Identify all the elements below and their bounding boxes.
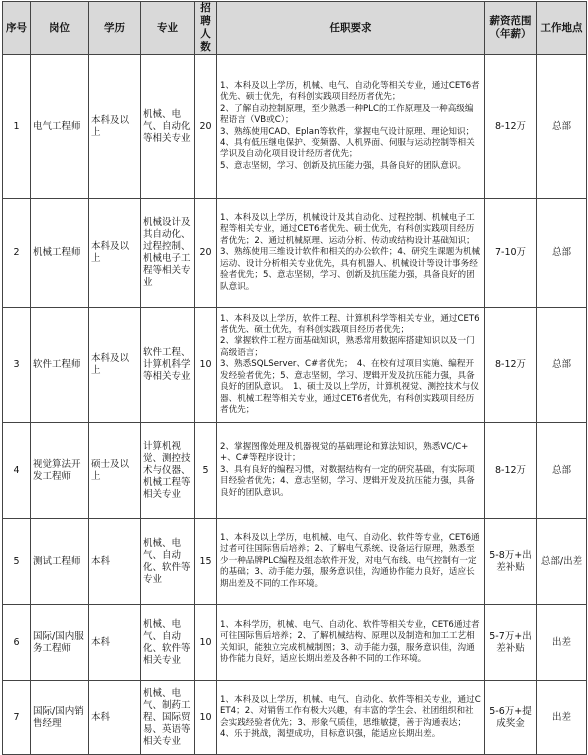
- table-row: [3, 199, 587, 308]
- requirement-line: 2、了解自动控制原理，至少熟悉一种PLC的工作原理及一种高级编程语言（VB或C）；: [220, 103, 474, 126]
- cell-edu: 本科: [89, 519, 141, 605]
- cell-count: 20: [195, 199, 217, 308]
- cell-no: 5: [3, 519, 31, 605]
- table-row: [3, 519, 587, 605]
- table-row: [3, 423, 587, 519]
- header-no: 序号: [3, 2, 31, 55]
- cell-no: 1: [3, 55, 31, 199]
- header-salary: 薪资范围（年薪）: [485, 2, 537, 55]
- cell-major: 计算机视觉、测控技术与仪器、机械工程等相关专业: [141, 423, 195, 519]
- cell-count: 10: [195, 308, 217, 423]
- cell-count: 5: [195, 423, 217, 519]
- cell-major: 机械、电气、自动化、软件等专业: [141, 519, 195, 605]
- cell-edu: 本科: [89, 681, 141, 755]
- table-row: [3, 308, 587, 423]
- cell-no: 6: [3, 605, 31, 681]
- header-count: 招聘人数: [195, 2, 217, 55]
- cell-location: 总部: [537, 55, 587, 199]
- cell-major: 软件工程、计算机科学等相关专业: [141, 308, 195, 423]
- table-row: [3, 681, 587, 755]
- cell-requirements: [217, 519, 485, 605]
- cell-no: 4: [3, 423, 31, 519]
- table-row: [3, 55, 587, 199]
- cell-location: 出差: [537, 605, 587, 681]
- cell-salary: 5-8万+出差补贴: [485, 519, 537, 605]
- cell-edu: 本科: [89, 605, 141, 681]
- cell-location: 总部: [537, 308, 587, 423]
- cell-count: 15: [195, 519, 217, 605]
- cell-edu: 本科及以上: [89, 199, 141, 308]
- requirement-line: 4、乐于挑战，渴望成功，目标意识强，能适应长期出差。: [220, 728, 441, 739]
- requirement-line: 1、本科及以上学历，软件工程、计算机科学等相关专业，通过CET6者优先、硕士优先，有科创实践项目经历者优先；: [220, 313, 480, 336]
- requirement-line: 2、掌握图像处理及机器视觉的基础理论和算法知识，熟悉VC/C++、C#等程序设计；: [220, 441, 469, 464]
- cell-major: 机械、电气、自动化、软件等相关专业: [141, 605, 195, 681]
- cell-location: 总部/出差: [537, 519, 587, 605]
- cell-post: 软件工程师: [31, 308, 89, 423]
- requirement-line: 1、本科学历，机械、电气、自动化、软件等相关专业，CET6通过者可往国际售后培养；2、了解机械结构、原理以及制造和加工工艺相关知识，能独立完成机械制图；3、动手能力强，服务意识佳，沟通协作能力良好，适应长期出差及各种不同的工作环境。: [220, 619, 480, 664]
- header-req: 任职要求: [217, 2, 485, 55]
- cell-salary: 5-7万+出差补贴: [485, 605, 537, 681]
- table-row: [3, 605, 587, 681]
- requirement-line: 1、本科及以上学历，机械、电气、自动化等相关专业，通过CET6者优先、硕士优先，有科创实践项目经历者优先；: [220, 80, 480, 103]
- cell-requirements: [217, 308, 485, 423]
- cell-location: 总部: [537, 199, 587, 308]
- cell-major: 机械、电气、自动化等相关专业: [141, 55, 195, 199]
- cell-major: 机械、电气、制药工程、国际贸易、英语等相关专业: [141, 681, 195, 755]
- header-edu: 学历: [89, 2, 141, 55]
- cell-count: 10: [195, 681, 217, 755]
- header-row: [3, 2, 587, 55]
- cell-requirements: [217, 199, 485, 308]
- cell-salary: 5-6万+提成奖金: [485, 681, 537, 755]
- cell-salary: 8-12万: [485, 308, 537, 423]
- cell-edu: 本科及以上: [89, 308, 141, 423]
- cell-salary: 8-12万: [485, 55, 537, 199]
- cell-salary: 8-12万: [485, 423, 537, 519]
- cell-requirements: [217, 423, 485, 519]
- cell-edu: 硕士及以上: [89, 423, 141, 519]
- cell-requirements: [217, 605, 485, 681]
- cell-requirements: [217, 681, 485, 755]
- cell-post: 测试工程师: [31, 519, 89, 605]
- header-location: 工作地点: [537, 2, 587, 55]
- requirement-line: 1、本科及以上学历，电机械、电气、自动化、软件等专业，CET6通过者可往国际售后培养；2、了解电气系统、设备运行原理，熟悉至少一种品牌PLC编程及组态软件开发，对电气布线、电气控制有一定的基础；3、动手能力强，服务意识佳，沟通协作能力良好，适应长期出差及不同的工作环境。: [220, 532, 480, 589]
- cell-post: 视觉算法开发工程师: [31, 423, 89, 519]
- cell-major: 机械设计及其自动化、过程控制、机械电子工程等相关专业: [141, 199, 195, 308]
- cell-post: 机械工程师: [31, 199, 89, 308]
- cell-no: 2: [3, 199, 31, 308]
- requirement-line: 3、熟悉SQLServer、C#者优先； 4、在校有过项目实施、编程开发经验者优先；5、意志坚韧，学习、逻辑开发及抗压能力强，具备良好的团队意识。 1、硕士及以上学历，计算机视觉、测控技术与仪器、机械工程等相关专业，通过CET6者优先，有科创实践项目经历者优先；: [220, 359, 479, 415]
- requirement-line: 3、熟练使用CAD、Eplan等软件，掌握电气设计原理、理论知识；: [220, 126, 475, 137]
- cell-count: 20: [195, 55, 217, 199]
- cell-requirements: [217, 55, 485, 199]
- cell-post: 国际/国内销售经理: [31, 681, 89, 755]
- cell-post: 国际/国内服务工程师: [31, 605, 89, 681]
- cell-no: 7: [3, 681, 31, 755]
- cell-edu: 本科及以上: [89, 55, 141, 199]
- cell-salary: 7-10万: [485, 199, 537, 308]
- cell-no: 3: [3, 308, 31, 423]
- requirement-line: 3、具有良好的编程习惯，对数据结构有一定的研究基础，有实际项目经验者优先；4、意志坚韧，学习、逻辑开发及抗压能力强，具备良好的团队意识。: [220, 464, 475, 498]
- cell-count: 10: [195, 605, 217, 681]
- cell-location: 总部: [537, 423, 587, 519]
- requirement-line: 2、掌握软件工程方面基础知识，熟悉常用数据库搭建知识以及一门高级语言；: [220, 336, 475, 358]
- requirement-line: 1、本科及以上学历，机械、电气、自动化、软件等相关专业，通过CET4；2、对销售工作有极大兴趣，有丰富的学生会、社团组织和社会实践经验者优先；3、形象气质佳，思维敏捷，善于沟通表达；: [220, 694, 481, 728]
- requirement-line: 4、具有低压继电保护、变频器、人机界面、伺服与运动控制等相关学识及自动化项目设计经历者优先；: [220, 137, 475, 160]
- header-post: 岗位: [31, 2, 89, 55]
- recruitment-table: [2, 1, 587, 755]
- requirement-line: 5、意志坚韧，学习、创新及抗压能力强，具备良好的团队意识。: [220, 160, 467, 171]
- cell-post: 电气工程师: [31, 55, 89, 199]
- requirement-line: 1、本科及以上学历，机械设计及其自动化、过程控制、机械电子工程等相关专业，通过CET6者优先、硕士优先，有科创实践项目经历者优先；2、通过机械原理、运动分析、传动或结构设计基础知识；3、熟练使用三维设计软件和相关的办公软件；4、研究生课题为机械运动、设计分析相关专业优先，具有机器人、机械设计等设计事务经验者优先；5、意志坚韧，学习、创新及抗压能力强，具备良好的团队意识。: [220, 213, 481, 292]
- header-major: 专业: [141, 2, 195, 55]
- cell-location: 出差: [537, 681, 587, 755]
